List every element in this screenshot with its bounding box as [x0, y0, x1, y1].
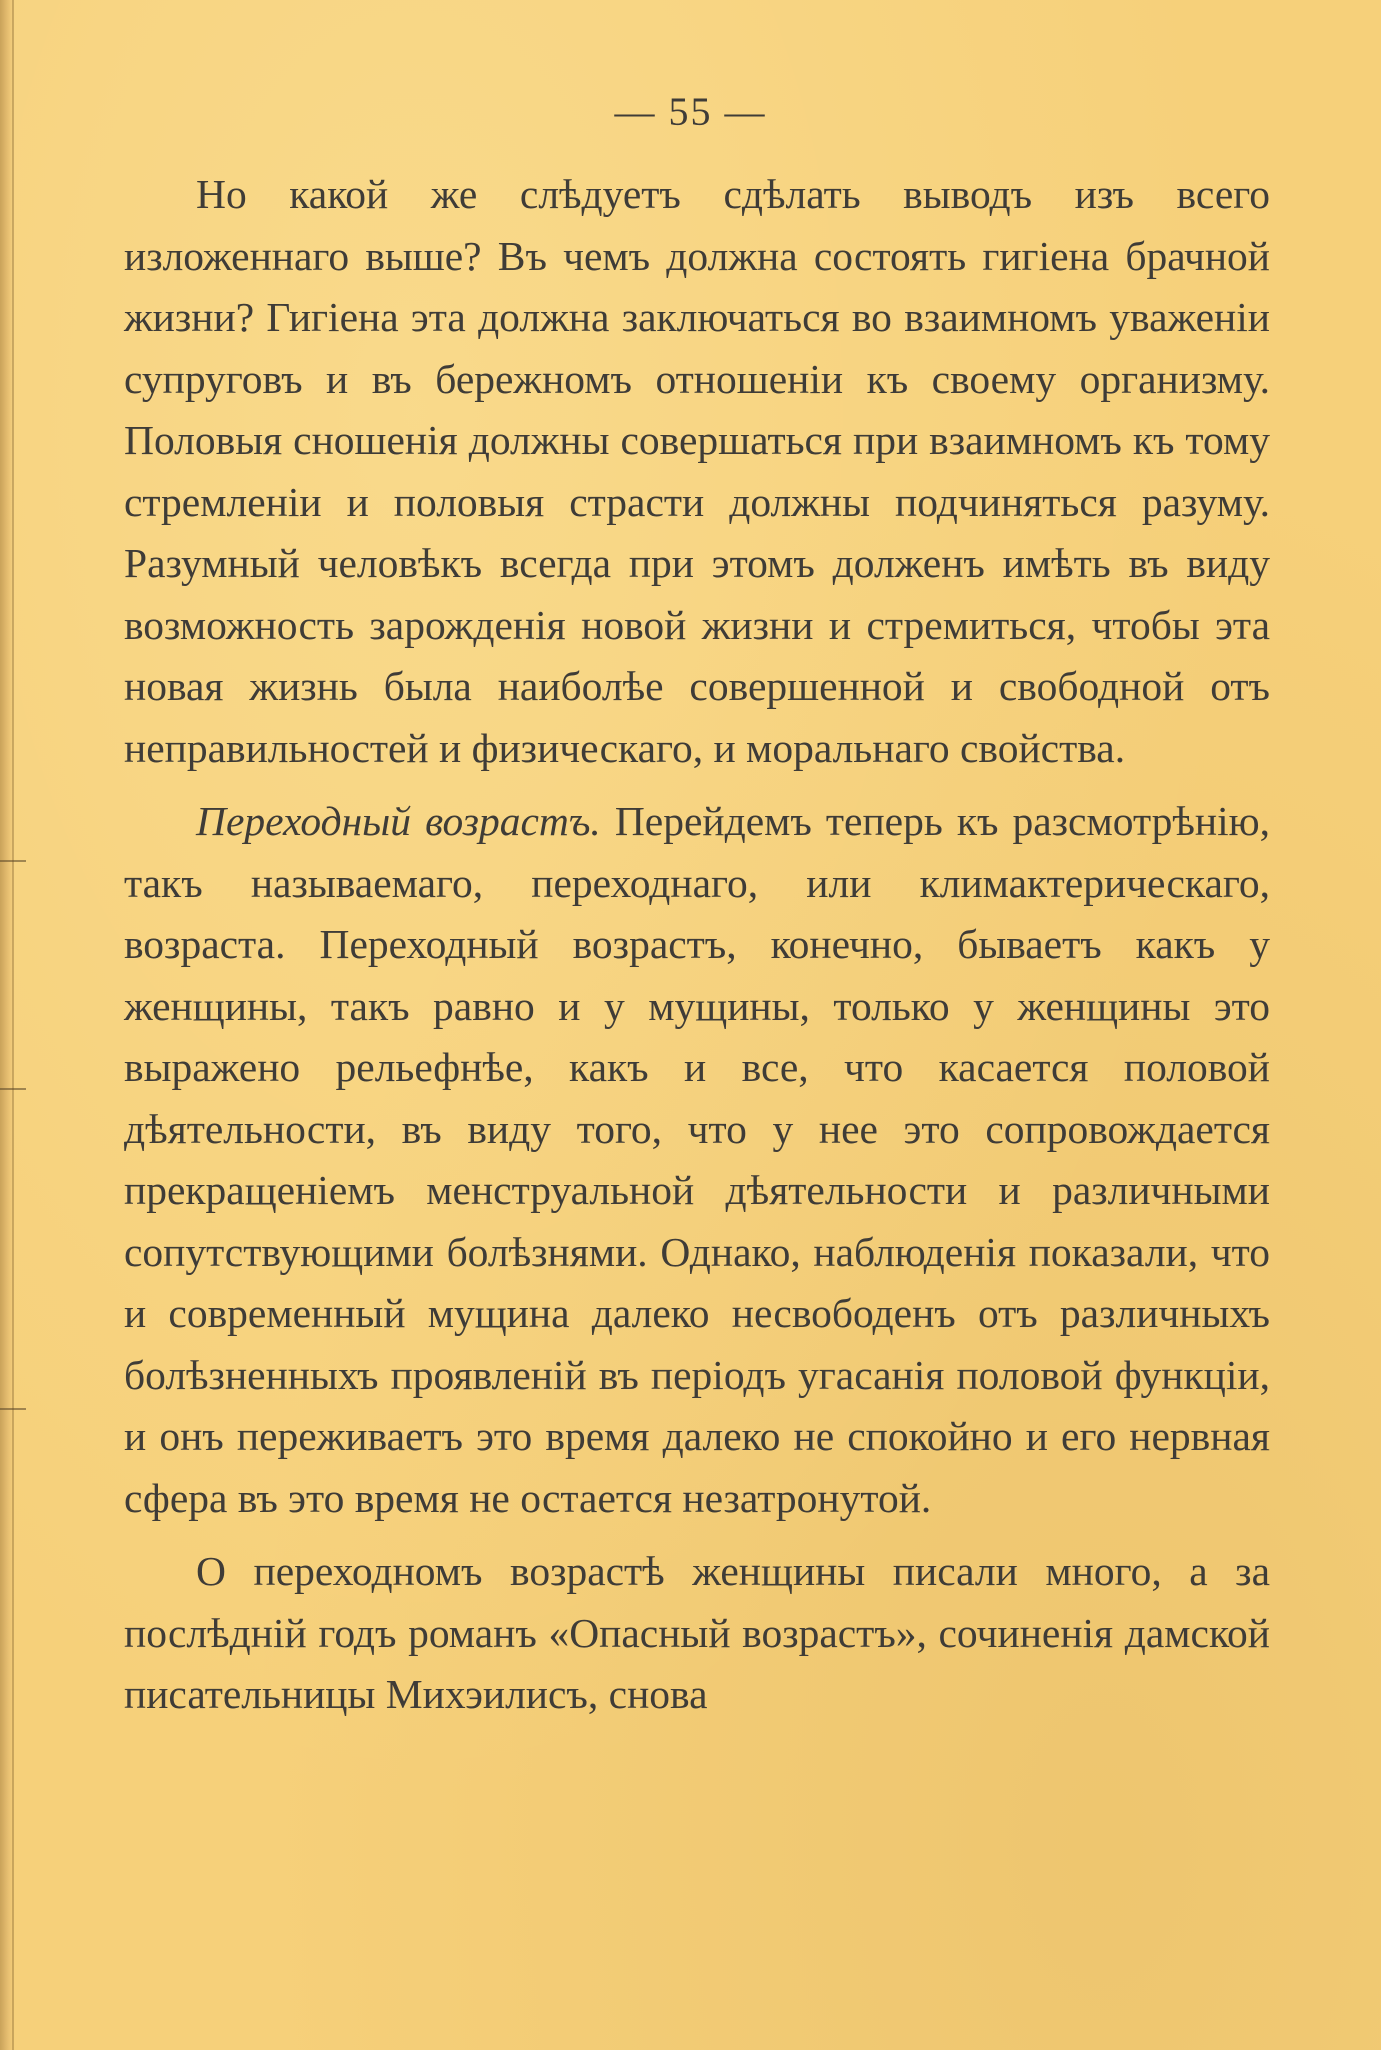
paragraph-1 [124, 164, 1270, 779]
margin-mark [0, 860, 26, 862]
paragraph-3 [124, 1541, 1270, 1726]
binding-line [12, 0, 14, 2050]
page-number: — 55 — [614, 89, 767, 134]
margin-mark [0, 1408, 26, 1410]
section-heading-transitional-age: Переходный возрастъ. [196, 798, 601, 844]
paragraph-text: Перейдемъ теперь къ разсмотрѣнію, такъ называемаго, переходнаго, или климактерическаго, возраста. Переходный возрастъ, конечно, бываетъ какъ у женщины, такъ равно и у мущины, только у женщины это выражено рельефнѣе, какъ и все, что касается половой дѣятельности, въ виду того, что у нее это сопровождается прекращеніемъ менструальной дѣятельности и различными сопутствующими болѣзнями. Однако, наблюденія показали, что и современный мущина далеко несвободенъ отъ различныхъ болѣзненныхъ проявленій въ періодъ угасанія половой функціи, и онъ переживаетъ это время далеко не спокойно и его нервная сфера въ это время не остается незатронутой. [124, 798, 1270, 1521]
margin-mark [0, 1088, 26, 1090]
body-text [124, 164, 1270, 1726]
paragraph-2 [124, 791, 1270, 1529]
paragraph-text: Но какой же слѣдуетъ сдѣлать выводъ изъ всего изложеннаго выше? Въ чемъ должна состоять гигіена брачной жизни? Гигіена эта должна заключаться во взаимномъ уваженіи супруговъ и въ бережномъ отношеніи къ своему организму. Половыя сношенія должны совершаться при взаимномъ къ тому стремленіи и половыя страсти должны подчиняться разуму. Разумный человѣкъ всегда при этомъ долженъ имѣть въ виду возможность зарожденія новой жизни и стремиться, чтобы эта новая жизнь была наиболѣе совершенной и свободной отъ неправильностей и физическаго, и моральнаго свойства. [124, 171, 1270, 771]
paragraph-text: О переходномъ возрастѣ женщины писали много, а за послѣдній годъ романъ «Опасный возрастъ», сочиненія дамской писательницы Михэилисъ, снова [124, 1548, 1270, 1717]
